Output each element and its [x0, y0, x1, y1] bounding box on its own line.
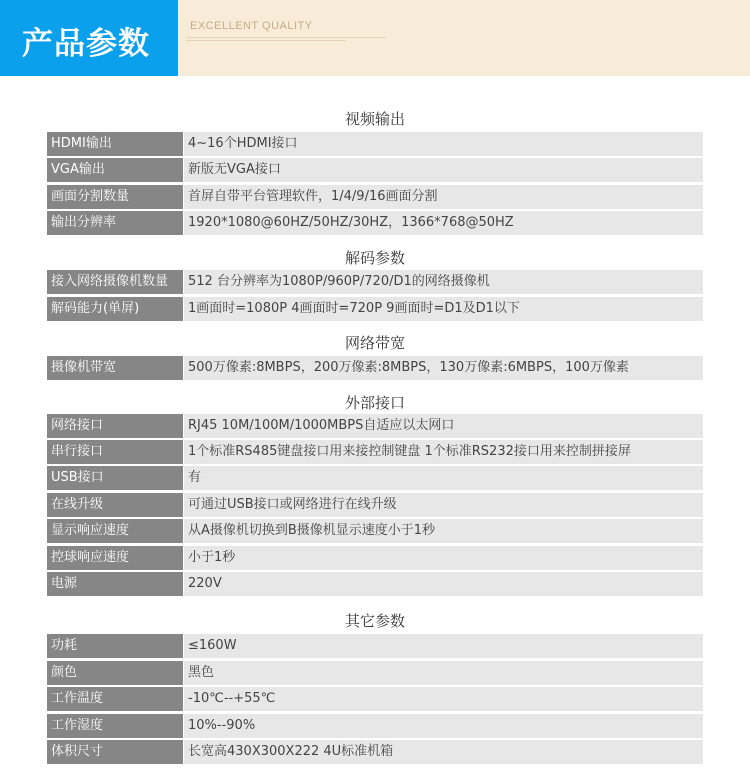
table-row	[47, 546, 703, 570]
header-title-block	[0, 0, 178, 76]
row-label: 显示响应速度	[47, 519, 183, 543]
row-value: 新版无VGA接口	[184, 158, 703, 182]
row-label: 体积尺寸	[47, 740, 183, 764]
page-title: 产品参数	[22, 26, 150, 62]
row-value: 4~16个HDMI接口	[184, 132, 703, 156]
row-value: 500万像素:8MBPS，200万像素:8MBPS，130万像素:6MBPS，100万像素	[184, 356, 703, 380]
section-title-network-bandwidth: 网络带宽	[344, 334, 405, 352]
header-subtitle: EXCELLENT QUALITY	[190, 20, 313, 32]
row-label: 颜色	[47, 661, 183, 685]
row-label: 输出分辨率	[47, 211, 183, 235]
row-label: 控球响应速度	[47, 546, 183, 570]
table-row	[47, 519, 703, 543]
table-row	[47, 297, 703, 321]
row-label: 功耗	[47, 634, 183, 658]
row-value: ≤160W	[184, 634, 703, 658]
row-label: 接入网络摄像机数量	[47, 270, 183, 294]
row-value: 10%--90%	[184, 714, 703, 738]
table-row	[47, 132, 703, 156]
table-row	[47, 572, 703, 596]
section-title-external-interfaces: 外部接口	[344, 394, 405, 412]
row-label: 工作湿度	[47, 714, 183, 738]
table-row	[47, 414, 703, 438]
row-label: 电源	[47, 572, 183, 596]
table-row	[47, 661, 703, 685]
section-title-decode-params: 解码参数	[344, 249, 405, 267]
row-value: 1画面时=1080P 4画面时=720P 9画面时=D1及D1以下	[184, 297, 703, 321]
header-banner	[0, 0, 750, 76]
table-row	[47, 270, 703, 294]
row-value: 首屏自带平台管理软件，1/4/9/16画面分割	[184, 185, 703, 209]
row-value: 从A摄像机切换到B摄像机显示速度小于1秒	[184, 519, 703, 543]
table-row	[47, 356, 703, 380]
row-label: 摄像机带宽	[47, 356, 183, 380]
row-value: 1个标准RS485键盘接口用来接控制键盘 1个标准RS232接口用来控制拼接屏	[184, 440, 703, 464]
section-title-video-output: 视频输出	[344, 110, 405, 128]
table-row	[47, 185, 703, 209]
row-value: 黑色	[184, 661, 703, 685]
table-row	[47, 440, 703, 464]
row-label: VGA输出	[47, 158, 183, 182]
row-value: 可通过USB接口或网络进行在线升级	[184, 493, 703, 517]
row-value: RJ45 10M/100M/1000MBPS自适应以太网口	[184, 414, 703, 438]
table-row	[47, 714, 703, 738]
row-value: 小于1秒	[184, 546, 703, 570]
row-value: 长宽高430X300X222 4U标准机箱	[184, 740, 703, 764]
decorative-lines	[186, 37, 386, 43]
row-value: 220V	[184, 572, 703, 596]
row-label: HDMI输出	[47, 132, 183, 156]
row-label: 工作温度	[47, 687, 183, 711]
row-value: 有	[184, 466, 703, 490]
table-row	[47, 634, 703, 658]
table-row	[47, 211, 703, 235]
row-value: 512 台分辨率为1080P/960P/720/D1的网络摄像机	[184, 270, 703, 294]
table-row	[47, 493, 703, 517]
header-subtitle-block	[178, 0, 750, 76]
table-row	[47, 687, 703, 711]
row-label: 串行接口	[47, 440, 183, 464]
table-row	[47, 158, 703, 182]
row-label: 网络接口	[47, 414, 183, 438]
row-label: 解码能力(单屏)	[47, 297, 183, 321]
row-label: 在线升级	[47, 493, 183, 517]
row-value: -10℃--+55℃	[184, 687, 703, 711]
table-row	[47, 466, 703, 490]
table-row	[47, 740, 703, 764]
section-title-other-params: 其它参数	[344, 612, 405, 630]
row-label: USB接口	[47, 466, 183, 490]
row-label: 画面分割数量	[47, 185, 183, 209]
row-value: 1920*1080@60HZ/50HZ/30HZ，1366*768@50HZ	[184, 211, 703, 235]
